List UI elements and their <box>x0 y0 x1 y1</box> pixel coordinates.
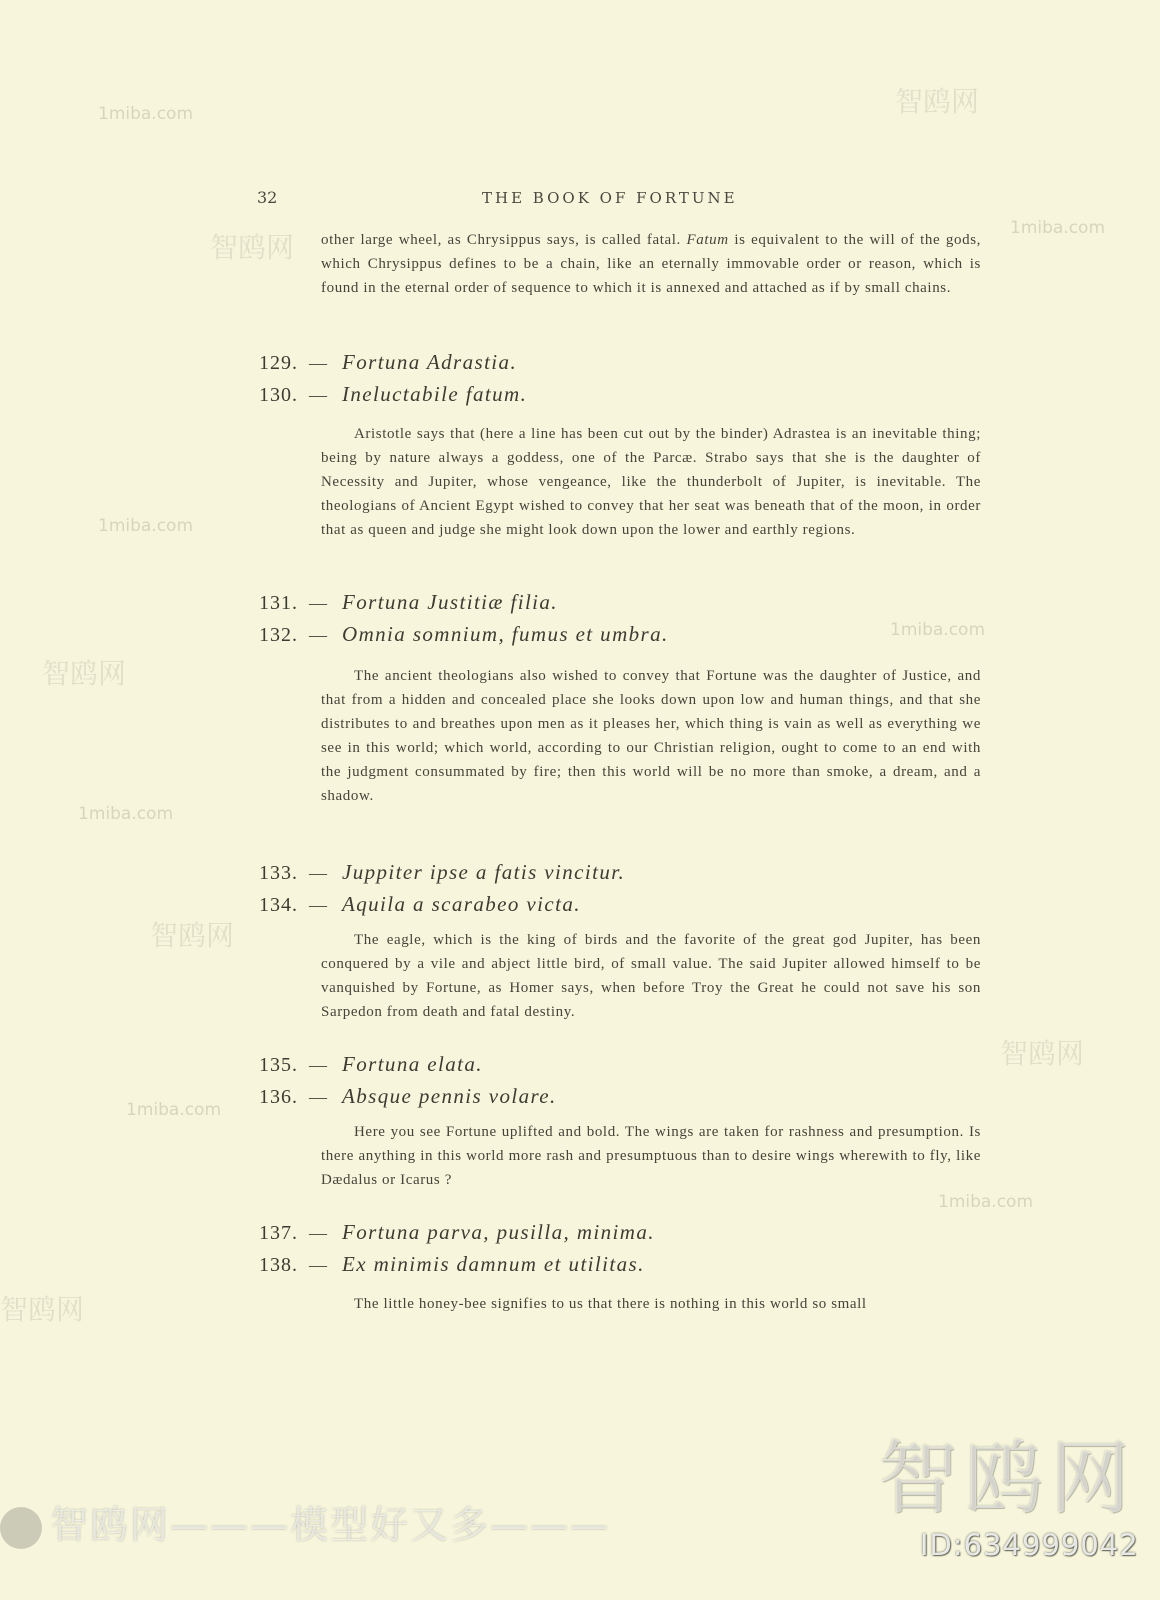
watermark-brand: 智鸥网 <box>42 657 127 690</box>
paragraph <box>321 422 981 542</box>
watermark-brand: 智鸥网 <box>150 919 235 952</box>
watermark-slogan-text: 智鸥网———模型好又多——— <box>50 1503 611 1547</box>
motto-entry <box>259 860 625 885</box>
motto-number: 135. <box>259 1054 298 1076</box>
motto-entry <box>259 622 669 647</box>
paragraph-text: The ancient theologians also wished to convey that Fortune was the daughter of Justice, and that from a hidden and concealed place she looks down upon low and human things, and that she distributes to and breathes upon men as it pleases her, which thing is vain as well as everything we see in this world; which world, according to our Christian religion, ought to come to an end with the judgment consummated by fire; then this world will be no more than smoke, a dream, and a shadow. <box>321 668 981 804</box>
paragraph <box>321 928 981 1024</box>
watermark-brand-large: 智鸥网 <box>878 1432 1136 1525</box>
watermark-text: 1miba.com <box>126 1100 222 1120</box>
motto-entry <box>259 590 558 615</box>
watermark-text: 1miba.com <box>938 1192 1034 1212</box>
motto-number: 133. <box>259 862 298 884</box>
motto-dash: — <box>309 353 327 373</box>
paragraph-text: Here you see Fortune uplifted and bold. The wings are taken for rashness and presumption. Is there anything in this world more rash and presumptuous than to desire wings wherewith to fly, like Dædalus or Icarus ? <box>321 1124 981 1188</box>
paragraph <box>321 1292 981 1316</box>
motto-number: 132. <box>259 624 298 646</box>
italic-term: Fatum <box>686 232 729 248</box>
motto-entry <box>259 350 517 375</box>
watermark-brand: 智鸥网 <box>0 1293 85 1326</box>
motto-entry <box>259 1252 645 1277</box>
motto-number: 138. <box>259 1254 298 1276</box>
watermark-brand: 智鸥网 <box>210 231 295 264</box>
motto-number: 130. <box>259 384 298 406</box>
motto-dash: — <box>309 863 327 883</box>
motto-number: 131. <box>259 592 298 614</box>
motto-latin: Aquila a scarabeo victa. <box>342 892 581 916</box>
watermark-slogan <box>0 1494 610 1549</box>
motto-entry <box>259 1220 655 1245</box>
motto-latin: Omnia somnium, fumus et umbra. <box>342 622 669 646</box>
motto-entry <box>259 1052 483 1077</box>
motto-dash: — <box>309 1223 327 1243</box>
motto-entry <box>259 892 581 917</box>
motto-number: 134. <box>259 894 298 916</box>
motto-number: 136. <box>259 1086 298 1108</box>
running-head: THE BOOK OF FORTUNE <box>482 189 738 207</box>
watermark-text: 1miba.com <box>98 104 194 124</box>
motto-dash: — <box>309 1087 327 1107</box>
page-number: 32 <box>257 188 278 207</box>
watermark-text: 1miba.com <box>98 516 194 536</box>
motto-entry <box>259 382 527 407</box>
motto-dash: — <box>309 593 327 613</box>
motto-latin: Juppiter ipse a fatis vincitur. <box>342 860 626 884</box>
watermark-brand: 智鸥网 <box>895 85 980 118</box>
motto-dash: — <box>309 385 327 405</box>
motto-number: 129. <box>259 352 298 374</box>
motto-latin: Absque pennis volare. <box>342 1084 557 1108</box>
watermark-brand: 智鸥网 <box>1000 1037 1085 1070</box>
motto-latin: Ineluctabile fatum. <box>342 382 528 406</box>
motto-latin: Fortuna Justitiæ filia. <box>342 590 558 614</box>
paragraph-text: other large wheel, as Chrysippus says, is called fatal. <box>321 232 687 248</box>
motto-latin: Ex minimis damnum et utilitas. <box>342 1252 645 1276</box>
motto-dash: — <box>309 1255 327 1275</box>
paragraph-text: The little honey-bee signifies to us that there is nothing in this world so small <box>354 1296 867 1312</box>
motto-dash: — <box>309 895 327 915</box>
watermark-id: ID:634999042 <box>920 1528 1139 1562</box>
watermark-text: 1miba.com <box>78 804 174 824</box>
paragraph-text: The eagle, which is the king of birds and the favorite of the great god Jupiter, has been conquered by a vile and abject little bird, of small value. The said Jupiter allowed himself to be vanquished by Fortune, as Homer says, when before Troy the Great he could not save his son Sarpedon from death and fatal destiny. <box>321 932 981 1020</box>
paragraph-text: is equivalent to the will of the gods, which Chrysippus defines to be a chain, like an eternally immovable order or reason, which is found in the eternal order of sequence to which it is annexed and attached as if by small chains. <box>321 232 981 296</box>
motto-dash: — <box>309 1055 327 1075</box>
motto-number: 137. <box>259 1222 298 1244</box>
motto-entry <box>259 1084 557 1109</box>
watermark-text: 1miba.com <box>1010 218 1106 238</box>
paragraph <box>321 1120 981 1192</box>
watermark-text: 1miba.com <box>890 620 986 640</box>
paragraph-text: Aristotle says that (here a line has been cut out by the binder) Adrastea is an inevitable thing; being by nature always a goddess, one of the Parcæ. Strabo says that she is the daughter of Necessity and Jupiter, whose vengeance, like the thunderbolt of Jupiter, is inevitable. The theologians of Ancient Egypt wished to convey that her seat was beneath that of the moon, in order that as queen and judge she might look down upon the lower and earthly regions. <box>321 426 981 538</box>
motto-latin: Fortuna parva, pusilla, minima. <box>342 1220 655 1244</box>
brand-logo-icon <box>0 1507 42 1549</box>
paragraph-continuation <box>321 228 981 300</box>
paragraph <box>321 664 981 808</box>
motto-dash: — <box>309 625 327 645</box>
motto-latin: Fortuna elata. <box>342 1052 483 1076</box>
motto-latin: Fortuna Adrastia. <box>342 350 518 374</box>
